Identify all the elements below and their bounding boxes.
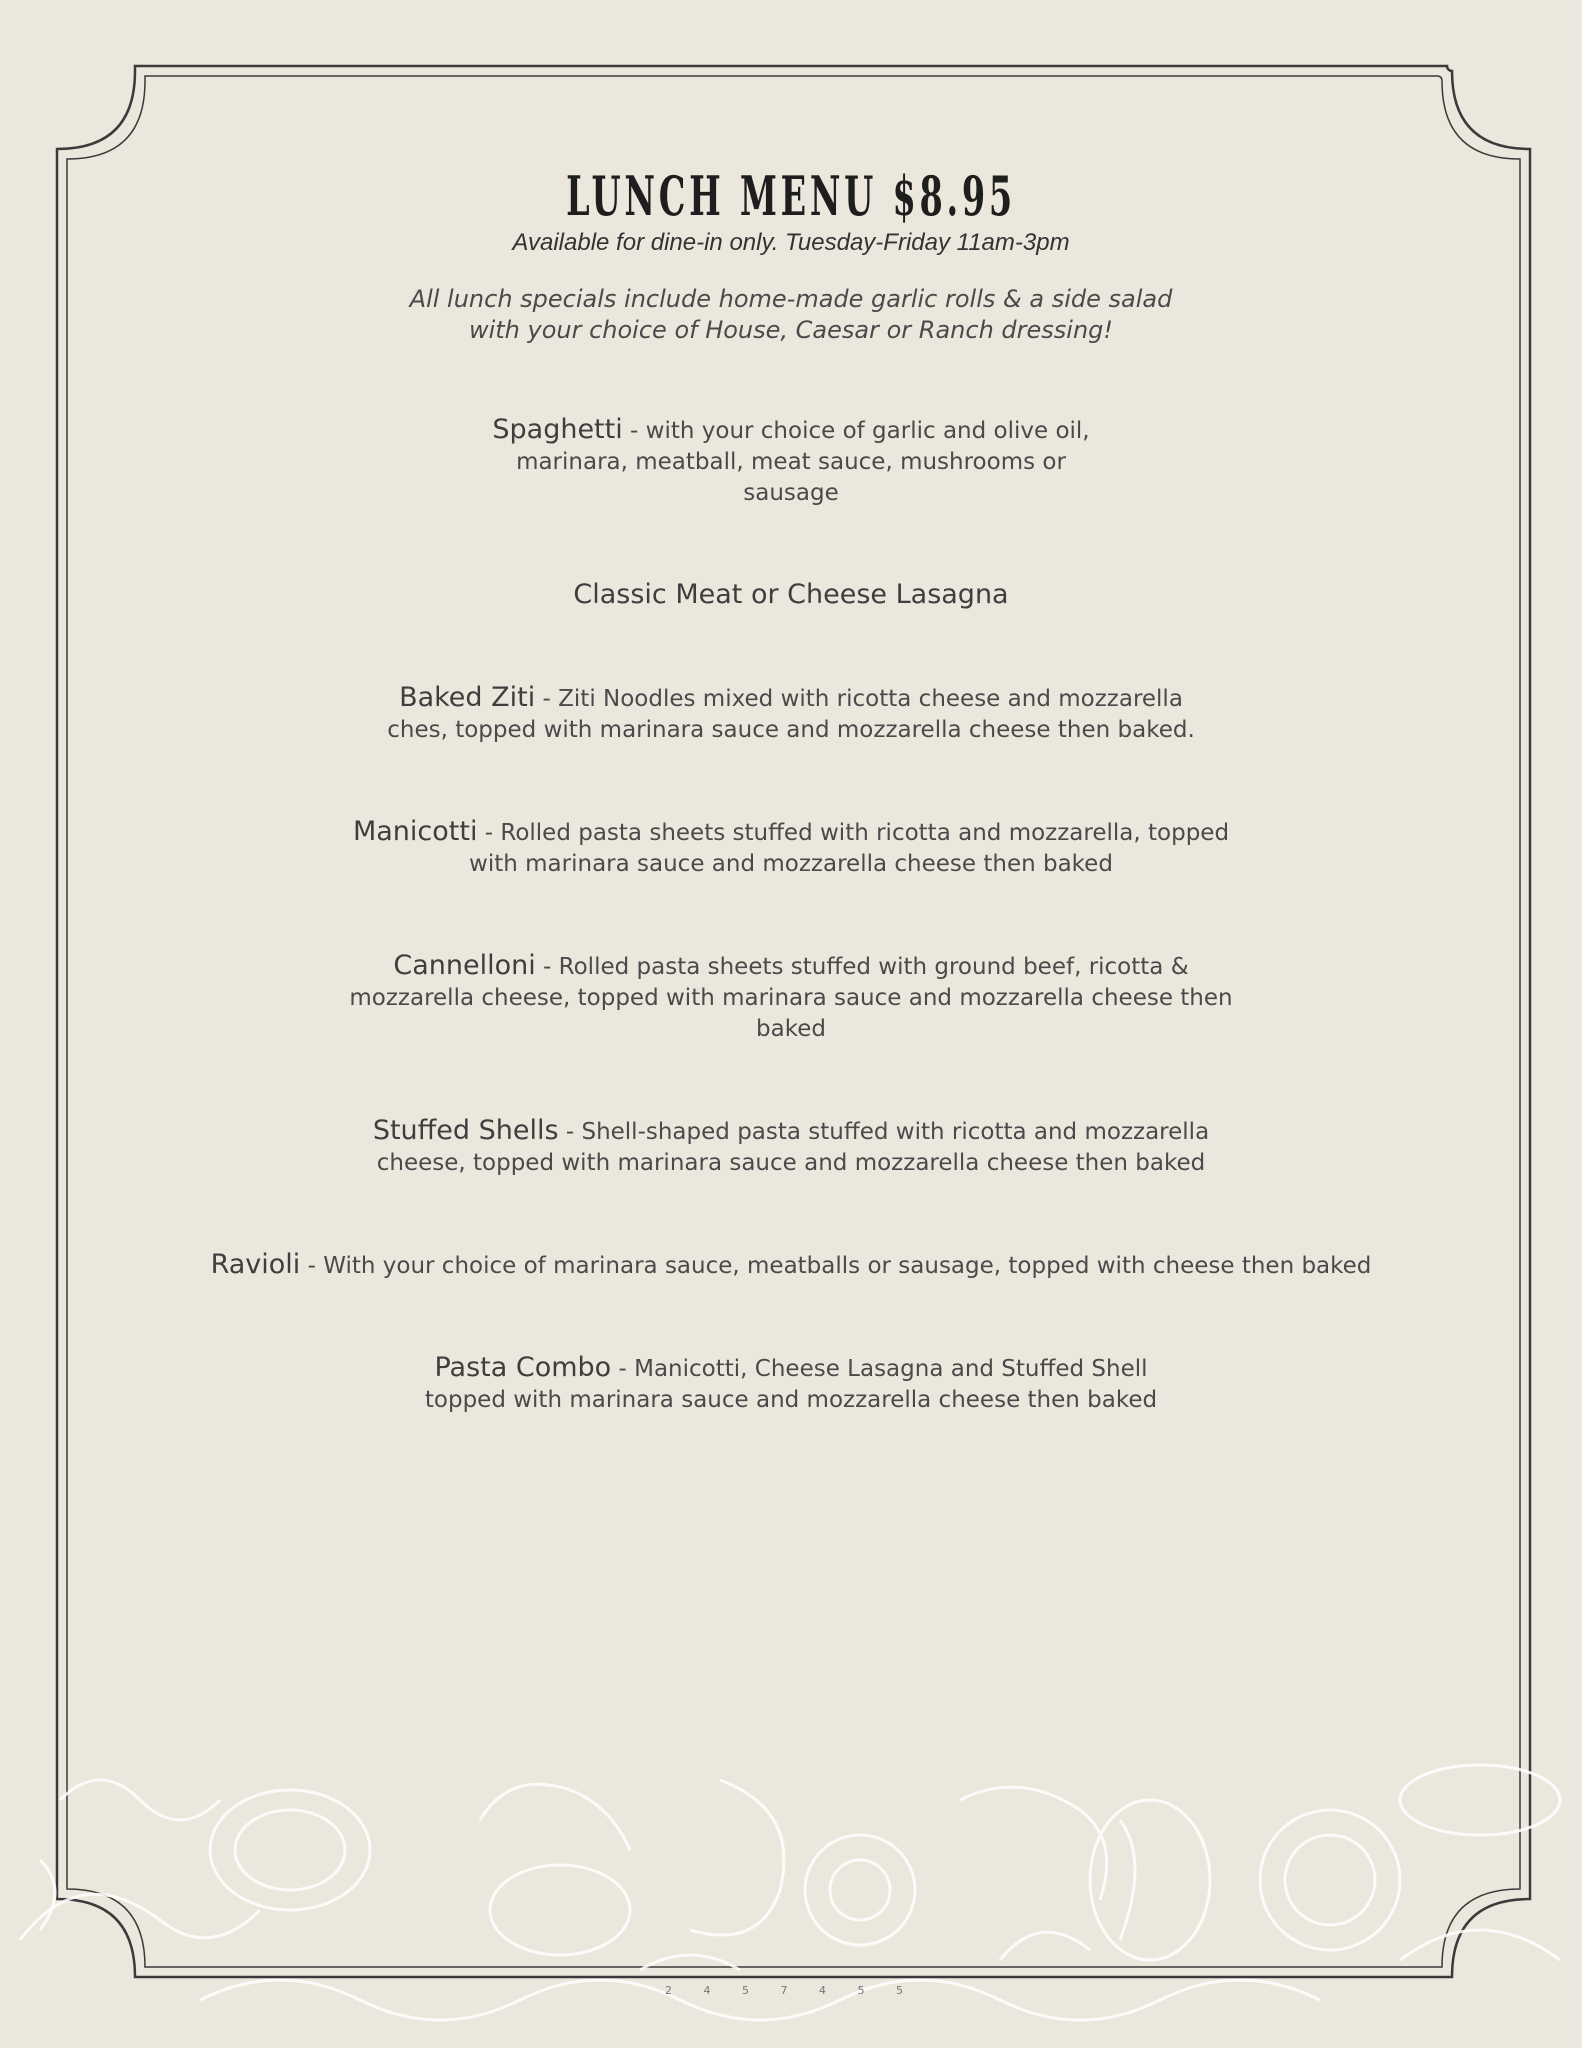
menu-item-name: Baked Ziti: [399, 682, 536, 713]
menu-item-baked-ziti: [366, 682, 1216, 746]
menu-item-cannelloni: [331, 950, 1251, 1045]
menu-item-description: - Manicotti, Cheese Lasagna and Stuffed Shell topped with marinara sauce and mozzarella cheese then baked: [424, 1356, 1158, 1413]
footer-code: 2 4 5 7 4 5 5: [665, 1984, 917, 1997]
menu-item-name: Cannelloni: [393, 950, 536, 981]
menu-item-description: - With your choice of marinara sauce, meatballs or sausage, topped with cheese then baked: [300, 1253, 1372, 1279]
menu-item-pasta-combo: [391, 1352, 1191, 1416]
menu-item-name: Stuffed Shells: [372, 1115, 559, 1146]
menu-item-spaghetti: [471, 414, 1111, 509]
menu-item-description: - Ziti Noodles mixed with ricotta cheese and mozzarella ches, topped with marinara sauce and mozzarella cheese then baked.: [387, 686, 1195, 743]
menu-item-manicotti: [351, 816, 1231, 880]
menu-item-ravioli: [191, 1249, 1391, 1282]
menu-item-description: - Shell-shaped pasta stuffed with ricotta and mozzarella cheese, topped with marinara sauce and mozzarella cheese then baked: [376, 1119, 1210, 1176]
menu-content: [150, 160, 1432, 1486]
menu-title: LUNCH MENU $8.95: [566, 164, 1016, 228]
menu-item-name: Classic Meat or Cheese Lasagna: [573, 579, 1009, 610]
menu-item-description: - Rolled pasta sheets stuffed with ground beef, ricotta & mozzarella cheese, topped with marinara sauce and mozzarella cheese then baked: [349, 954, 1233, 1042]
menu-item-stuffed-shells: [341, 1115, 1241, 1179]
menu-item-name: Manicotti: [352, 816, 478, 847]
menu-item-name: Pasta Combo: [434, 1352, 612, 1383]
menu-item-lasagna: [191, 579, 1391, 612]
food-illustration-pattern: [0, 1740, 1582, 2048]
menu-item-name: Spaghetti: [492, 414, 623, 445]
menu-item-description: - Rolled pasta sheets stuffed with ricotta and mozzarella, topped with marinara sauce and mozzarella cheese then baked: [469, 820, 1230, 877]
menu-items: [150, 414, 1432, 1416]
lunch-intro: All lunch specials include home-made garlic rolls & a side salad with your choice of House, Caesar or Ranch dressing!: [409, 285, 1173, 344]
menu-item-description: - with your choice of garlic and olive oil, marinara, meatball, meat sauce, mushrooms or sausage: [516, 418, 1090, 506]
menu-item-name: Ravioli: [210, 1249, 301, 1280]
availability-note: Available for dine-in only. Tuesday-Friday 11am-3pm: [512, 229, 1070, 256]
